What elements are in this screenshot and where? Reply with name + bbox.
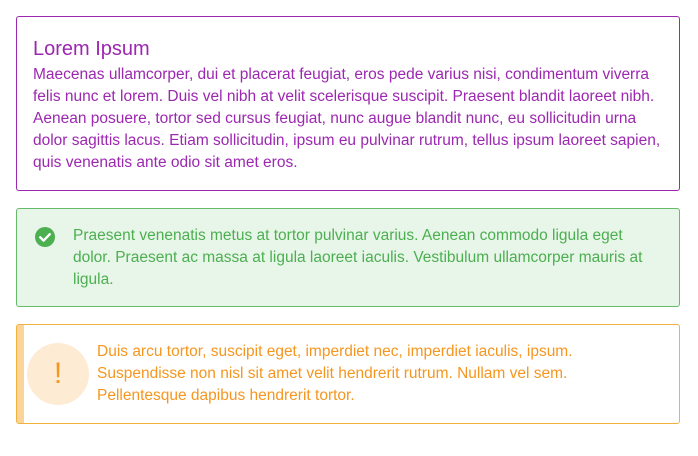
- warning-alert-text: Duis arcu tortor, suscipit eget, imperdiet nec, imperdiet iaculis, ipsum. Suspendisse non nisl sit amet velit hendrerit rutrum. Nullam vel sem. Pellentesque dapibus hendrerit tortor.: [97, 343, 573, 404]
- warning-accent-bar: [17, 325, 24, 423]
- info-card: [16, 16, 680, 191]
- info-card-body: Maecenas ullamcorper, dui et placerat feugiat, eros pede varius nisi, condimentum viverra felis nunc et lorem. Duis vel nibh at velit scelerisque suscipit. Praesent blandit laoreet nibh. Aenean posuere, tortor sed cursus feugiat, nunc augue blandit nunc, eu sollicitudin urna dolor sagittis lacus. Etiam sollicitudin, ipsum eu pulvinar rutrum, tellus ipsum laoreet sapien, quis venenatis ante odio sit amet eros.: [33, 66, 661, 171]
- check-circle-icon: [35, 227, 55, 247]
- warning-alert: [16, 324, 680, 424]
- success-alert-text: Praesent venenatis metus at tortor pulvinar varius. Aenean commodo ligula eget dolor. Praesent ac massa at ligula laoreet iaculis. Vestibulum ullamcorper mauris at ligula.: [73, 227, 643, 288]
- success-alert: [16, 208, 680, 307]
- exclamation-icon: !: [27, 343, 89, 405]
- info-card-title: Lorem Ipsum: [33, 38, 150, 60]
